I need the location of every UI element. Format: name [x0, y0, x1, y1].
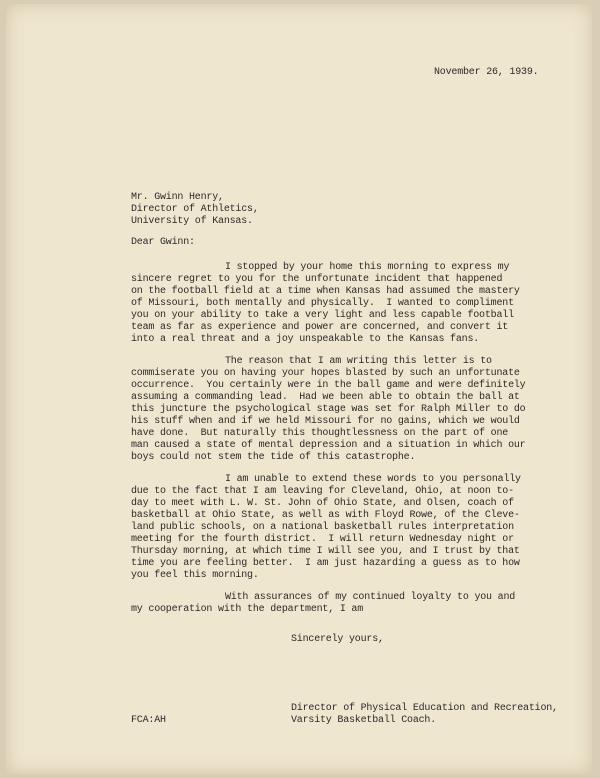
paragraph-line: assuming a commanding lead. Had we been able to obtain the ball at: [131, 392, 520, 403]
recipient-name: Mr. Gwinn Henry,: [131, 192, 224, 203]
signature-title-line: Director of Physical Education and Recreation,: [291, 703, 558, 714]
paragraph-line: meeting for the fourth district. I will return Wednesday night or: [131, 534, 514, 545]
reference-initials: FCA:AH: [131, 715, 166, 726]
paragraph-line: commiserate you on having your hopes blasted by such an unfortunate: [131, 368, 520, 379]
paragraph-line: land public schools, on a national basketball rules interpretation: [131, 522, 514, 533]
letter-date: November 26, 1939.: [434, 67, 539, 78]
recipient-address: [131, 192, 259, 228]
closing: Sincerely yours,: [291, 634, 384, 645]
paragraph-line: With assurances of my continued loyalty to you and: [225, 592, 516, 603]
paragraph-line: occurrence. You certainly were in the ball game and were definitely: [131, 380, 526, 391]
paragraph-2: [131, 356, 525, 464]
recipient-title: Director of Athletics,: [131, 204, 259, 215]
paragraph-3: [131, 474, 521, 582]
paragraph-line: sincere regret to you for the unfortunate incident that happened: [131, 274, 503, 285]
paragraph-line: into a real threat and a joy unspeakable to the Kansas fans.: [131, 334, 480, 345]
paragraph-line: of Missouri, both mentally and physically. I wanted to compliment: [131, 298, 514, 309]
signature-block: [291, 703, 558, 727]
paragraph-line: day to meet with L. W. St. John of Ohio State, and Olsen, coach of: [131, 498, 514, 509]
paragraph-line: basketball at Ohio State, as well as with Floyd Rowe, of the Cleve-: [131, 510, 520, 521]
paragraph-line: team as far as experience and power are concerned, and convert it: [131, 322, 509, 333]
paragraph-line: boys could not stem the tide of this catastrophe.: [131, 452, 416, 463]
paragraph-line: time you are feeling better. I am just hazarding a guess as to how: [131, 558, 520, 569]
signature-title-line: Varsity Basketball Coach.: [291, 715, 437, 726]
paragraph-line: I stopped by your home this morning to express my: [225, 262, 510, 273]
paragraph-line: I am unable to extend these words to you personally: [225, 474, 521, 485]
paragraph-line: Thursday morning, at which time I will see you, and I trust by that: [131, 546, 520, 557]
salutation: Dear Gwinn:: [131, 237, 195, 248]
paragraph-line: you feel this morning.: [131, 570, 259, 581]
paragraph-line: man caused a state of mental depression and a situation in which our: [131, 440, 526, 451]
recipient-institution: University of Kansas.: [131, 216, 253, 227]
paragraph-line: you on your ability to take a very light and less capable football: [131, 310, 514, 321]
paragraph-line: due to the fact that I am leaving for Cleveland, Ohio, at noon to-: [131, 486, 514, 497]
paragraph-1: [131, 262, 520, 346]
paragraph-line: on the football field at a time when Kansas had assumed the mastery: [131, 286, 520, 297]
paragraph-line: his stuff when and if we held Missouri for no gains, which we would: [131, 416, 520, 427]
paragraph-line: this juncture the psychological stage was set for Ralph Miller to do: [131, 404, 526, 415]
paragraph-line: my cooperation with the department, I am: [131, 604, 364, 615]
paragraph-line: The reason that I am writing this letter is to: [225, 356, 492, 367]
paragraph-4: [131, 592, 515, 616]
letter-page: [6, 4, 592, 774]
paragraph-line: have done. But naturally this thoughtlessness on the part of one: [131, 428, 509, 439]
